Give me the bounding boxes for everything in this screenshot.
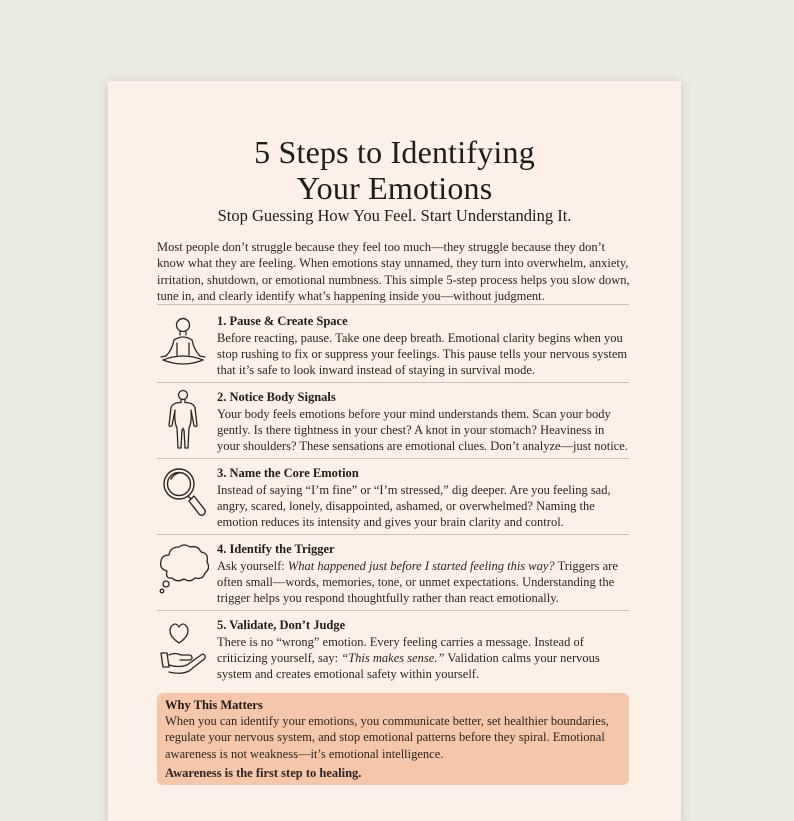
step-4-body xyxy=(217,558,629,607)
step-4-body-prefix: Ask yourself: xyxy=(217,558,288,573)
step-3 xyxy=(157,465,629,535)
step-2-heading: 2. Notice Body Signals xyxy=(217,390,336,404)
title-line-2: Your Emotions xyxy=(296,170,493,206)
step-4 xyxy=(157,541,629,611)
callout-closing: Awareness is the first step to healing. xyxy=(165,765,362,780)
step-4-heading: 4. Identify the Trigger xyxy=(217,542,335,556)
title-line-1: 5 Steps to Identifying xyxy=(254,134,535,170)
divider xyxy=(157,304,629,305)
step-5-body-quote: “This makes sense.” xyxy=(341,650,445,665)
step-1-heading: 1. Pause & Create Space xyxy=(217,314,348,328)
step-5-heading: 5. Validate, Don’t Judge xyxy=(217,618,346,632)
intro-paragraph: Most people don’t struggle because they feel too much—they struggle because they don’t know what they are feeling. When emotions stay unnamed, they turn into overwhelm, anxiety, irritation, shutdown, or emotional numbness. This simple 5-step process helps you slow down, tune in, and clearly identify what’s happening inside you—without judgment. xyxy=(157,240,630,303)
callout-body: When you can identify your emotions, you communicate better, set healthier boundaries, regulate your nervous system, and stop emotional patterns before they spiral. Emotional awareness is not weakness—it’s emotional intelligence. xyxy=(165,714,609,761)
divider xyxy=(157,382,629,383)
divider xyxy=(157,534,629,535)
divider xyxy=(157,458,629,459)
page-title xyxy=(108,134,681,206)
step-5 xyxy=(157,617,629,687)
step-2-body: Your body feels emotions before your mind understands them. Scan your body gently. Is there tightness in your chest? A knot in your stomach? Heaviness in your shoulders? These sensations are emotional clues. Don’t analyze—just notice. xyxy=(217,406,628,454)
step-4-body-question: What happened just before I started feeling this way? xyxy=(287,558,555,573)
divider xyxy=(157,610,629,611)
worksheet-page xyxy=(108,81,681,821)
step-5-body-suffix: Validation calms your nervous system and creates emotional safety within yourself. xyxy=(217,650,600,682)
heart-hand-icon xyxy=(157,617,209,679)
body-outline-icon xyxy=(157,389,209,451)
magnifying-glass-icon xyxy=(157,465,209,527)
step-5-body xyxy=(217,634,629,683)
thought-cloud-icon xyxy=(157,541,209,603)
why-this-matters-callout xyxy=(157,693,629,785)
step-2 xyxy=(157,389,629,459)
step-1 xyxy=(157,313,629,383)
step-1-body: Before reacting, pause. Take one deep breath. Emotional clarity begins when you stop rushing to fix or suppress your feelings. This pause tells your nervous system that it’s safe to look inward instead of staying in survival mode. xyxy=(217,330,628,378)
step-4-body-suffix: Triggers are often small—words, memories, tone, or unmet expectations. Understanding the trigger helps you respond thoughtfully rather than react emotionally. xyxy=(217,558,618,606)
step-3-body: Instead of saying “I’m fine” or “I’m stressed,” dig deeper. Are you feeling sad, angry, scared, lonely, disappointed, ashamed, or overwhelmed? Naming the emotion reduces its intensity and gives your brain clarity and control. xyxy=(217,482,611,530)
meditation-icon xyxy=(157,313,209,375)
callout-heading: Why This Matters xyxy=(165,698,263,712)
step-5-body-prefix: There is no “wrong” emotion. Every feeling carries a message. Instead of criticizing yourself, say: xyxy=(217,634,584,665)
page-subtitle: Stop Guessing How You Feel. Start Understanding It. xyxy=(217,206,572,225)
step-3-heading: 3. Name the Core Emotion xyxy=(217,466,359,480)
